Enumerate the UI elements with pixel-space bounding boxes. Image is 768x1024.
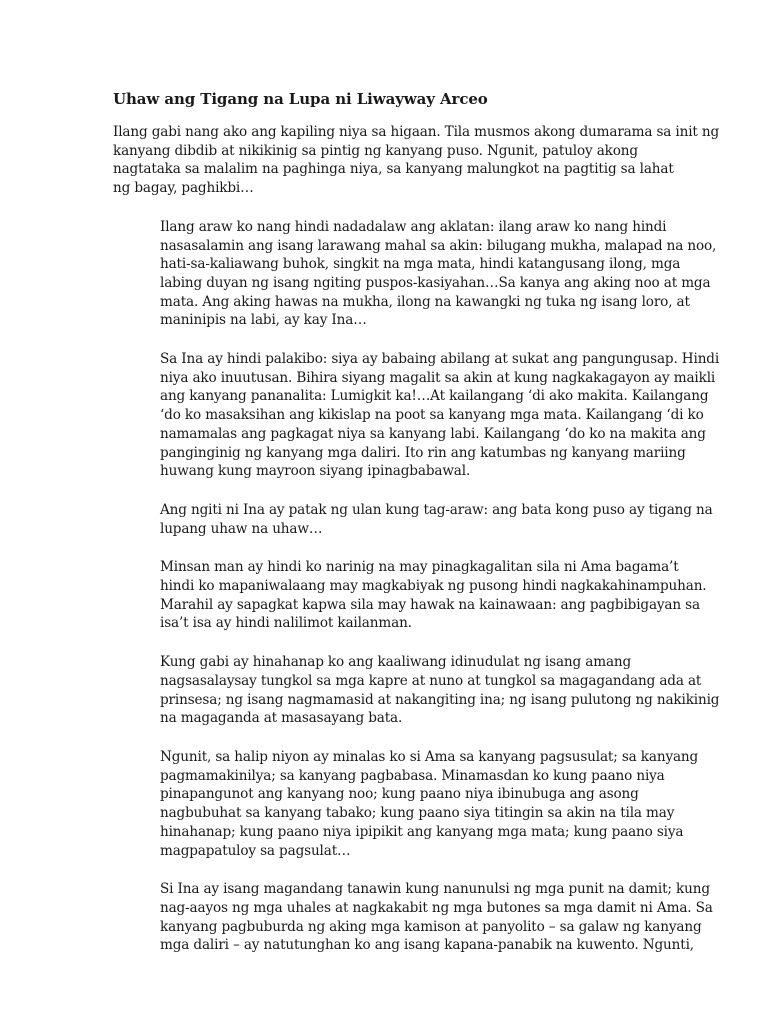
text-line: nagtataka sa malalim na paghinga niya, sa kanyang malungkot na pagtitig sa lahat	[113, 161, 674, 178]
text-line: kanyang dibdib at nikikinig sa pintig ng kanyang puso. Ngunit, patuloy akong	[113, 142, 638, 159]
text-line: Ilang araw ko nang hindi nadadalaw ang aklatan: ilang araw ko nang hindi	[160, 218, 667, 235]
text-line: hati-sa-kaliawang buhok, singkit na mga mata, hindi katangusang ilong, mga	[160, 256, 681, 273]
text-line: magpapatuloy sa pagsulat…	[160, 842, 351, 859]
paragraph	[113, 748, 699, 860]
paragraph	[113, 501, 713, 538]
paragraph	[113, 218, 717, 330]
text-line: pagmamakinilya; sa kanyang pagbabasa. Minamasdan ko kung paano niya	[160, 767, 665, 784]
text-line: Ngunit, sa halip niyon ay minalas ko si Ama sa kanyang pagsusulat; sa kanyang	[160, 748, 699, 765]
text-line: maninipis na labi, ay kay Ina…	[160, 312, 367, 329]
document-body	[113, 123, 720, 975]
text-line: pinapangunot ang kanyang noo; kung paano niya ibinubuga ang asong	[160, 786, 639, 803]
paragraph	[113, 880, 713, 955]
paragraph	[113, 653, 720, 728]
text-line: isa’t isa ay hindi nalilimot kailanman.	[160, 615, 412, 632]
text-line: Kung gabi ay hinahanap ko ang kaaliwang idinudulat ng isang amang	[160, 654, 632, 671]
paragraph	[113, 350, 720, 481]
text-line: Sa Ina ay hindi palakibo: siya ay babaing abilang at sukat ang pangungusap. Hindi	[160, 351, 720, 368]
paragraph	[113, 558, 707, 633]
text-line: Si Ina ay isang magandang tanawin kung nanunulsi ng mga punit na damit; kung	[160, 881, 710, 898]
paragraph	[113, 123, 720, 198]
text-line: panginginig ng kanyang mga daliri. Ito rin ang katumbas ng kanyang mariing	[160, 444, 686, 461]
text-line: huwang kung mayroon siyang ipinagbabawal.	[160, 463, 471, 480]
text-line: lupang uhaw na uhaw…	[160, 520, 323, 537]
text-line: nag-aayos ng mga uhales at nagkakabit ng mga butones sa mga damit ni Ama. Sa	[160, 899, 713, 916]
text-line: kanyang pagbuburda ng aking mga kamison at panyolito – sa galaw ng kanyang	[160, 918, 702, 935]
text-line: mga daliri – ay natutunghan ko ang isang kapana-panabik na kuwento. Ngunti,	[160, 937, 694, 954]
text-line: hinahanap; kung paano niya ipipikit ang kanyang mga mata; kung paano siya	[160, 823, 684, 840]
text-line: ‘do ko masaksihan ang kikislap na poot sa kanyang mga mata. Kailangang ‘di ko	[160, 407, 704, 424]
text-line: Minsan man ay hindi ko narinig na may pinagkagalitan sila ni Ama bagama’t	[160, 559, 679, 576]
text-line: niya ako inuutusan. Bihira siyang magalit sa akin at kung nagkakagayon ay maikli	[160, 369, 716, 386]
text-line: ng bagay, paghikbi…	[113, 180, 254, 197]
text-line: nagbubuhat sa kanyang tabako; kung paano siya titingin sa akin na tila may	[160, 805, 675, 822]
text-line: prinsesa; ng isang nagmamasid at nakangiting ina; ng isang pulutong ng nakikinig	[160, 691, 720, 708]
text-line: namamalas ang pagkagat niya sa kanyang labi. Kailangang ‘do ko na makita ang	[160, 425, 706, 442]
text-line: na magaganda at masasayang bata.	[160, 710, 403, 727]
text-line: hindi ko mapaniwalaang may magkabiyak ng pusong hindi nagkakahinampuhan.	[160, 578, 707, 595]
document-title: Uhaw ang Tigang na Lupa ni Liwayway Arceo	[113, 90, 488, 108]
text-line: nasasalamin ang isang larawang mahal sa akin: bilugang mukha, malapad na noo,	[160, 237, 717, 254]
text-line: nagsasalaysay tungkol sa mga kapre at nuno at tungkol sa magagandang ada at	[160, 672, 702, 689]
text-line: Marahil ay sapagkat kapwa sila may hawak na kainawaan: ang pagbibigayan sa	[160, 596, 700, 613]
text-line: labing duyan ng isang ngiting puspos-kasiyahan…Sa kanya ang aking noo at mga	[160, 274, 711, 291]
text-line: ang kanyang pananalita: Lumigkit ka!…At kailangang ‘di ako makita. Kailangang	[160, 388, 709, 405]
text-line: Ilang gabi nang ako ang kapiling niya sa higaan. Tila musmos akong dumarama sa init ng	[113, 124, 720, 140]
text-line: mata. Ang aking hawas na mukha, ilong na kawangki ng tuka ng isang loro, at	[160, 293, 690, 310]
text-line: Ang ngiti ni Ina ay patak ng ulan kung tag-araw: ang bata kong puso ay tigang na	[160, 501, 713, 518]
